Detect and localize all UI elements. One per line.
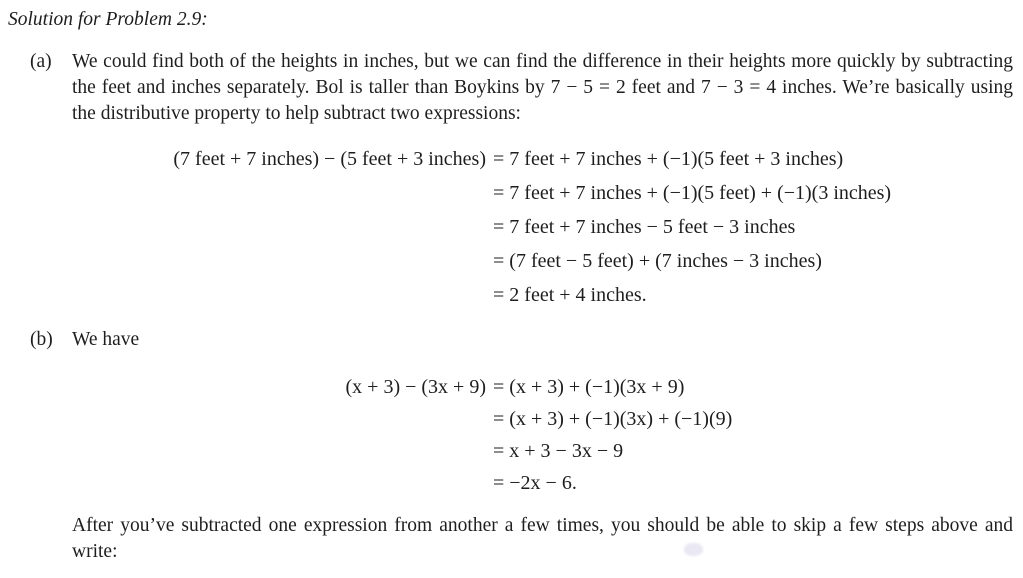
equation-rhs: = 7 feet + 7 inches + (−1)(5 feet) + (−1)(3 inches) [493, 182, 892, 204]
equation-rhs: = 2 feet + 4 inches. [493, 284, 647, 306]
equation-row [0, 142, 1023, 176]
equation-rhs: = x + 3 − 3x − 9 [493, 440, 624, 462]
equation-row [0, 244, 1023, 278]
equation-lhs: (x + 3) − (3x + 9) [345, 376, 486, 398]
equation-row [0, 278, 1023, 312]
part-b-label: (b) [30, 329, 53, 350]
equation-lhs: (7 feet + 7 inches) − (5 feet + 3 inches) [173, 148, 486, 170]
equation-rhs: = (x + 3) + (−1)(3x + 9) [493, 376, 685, 398]
equation-block-b [0, 371, 1023, 499]
equation-row [0, 371, 1023, 403]
part-a-paragraph: We could find both of the heights in inches, but we can find the difference in their heights more quickly by subtracting the feet and inches separately. Bol is taller than Boykins by 7 − 5 = 2 feet and 7 − 3 = 4 inches. We’re basically using the distributive property to help subtract two expressions: [72, 51, 1013, 124]
part-a-label: (a) [30, 51, 52, 72]
closing-paragraph: After you’ve subtracted one expression from another a few times, you should be able to skip a few steps above and write: [72, 515, 1013, 562]
solution-title: Solution for Problem 2.9: [8, 9, 208, 30]
equation-row [0, 467, 1023, 499]
scan-artifact [684, 543, 703, 556]
equation-block-a [0, 142, 1023, 312]
equation-row [0, 176, 1023, 210]
equation-row [0, 403, 1023, 435]
equation-rhs: = 7 feet + 7 inches + (−1)(5 feet + 3 inches) [493, 148, 844, 170]
equation-rhs: = (7 feet − 5 feet) + (7 inches − 3 inches) [493, 250, 822, 272]
part-b-intro: We have [72, 329, 140, 350]
equation-row [0, 435, 1023, 467]
equation-row [0, 210, 1023, 244]
equation-rhs: = (x + 3) + (−1)(3x) + (−1)(9) [493, 408, 733, 430]
equation-rhs: = −2x − 6. [493, 472, 577, 494]
equation-rhs: = 7 feet + 7 inches − 5 feet − 3 inches [493, 216, 796, 238]
